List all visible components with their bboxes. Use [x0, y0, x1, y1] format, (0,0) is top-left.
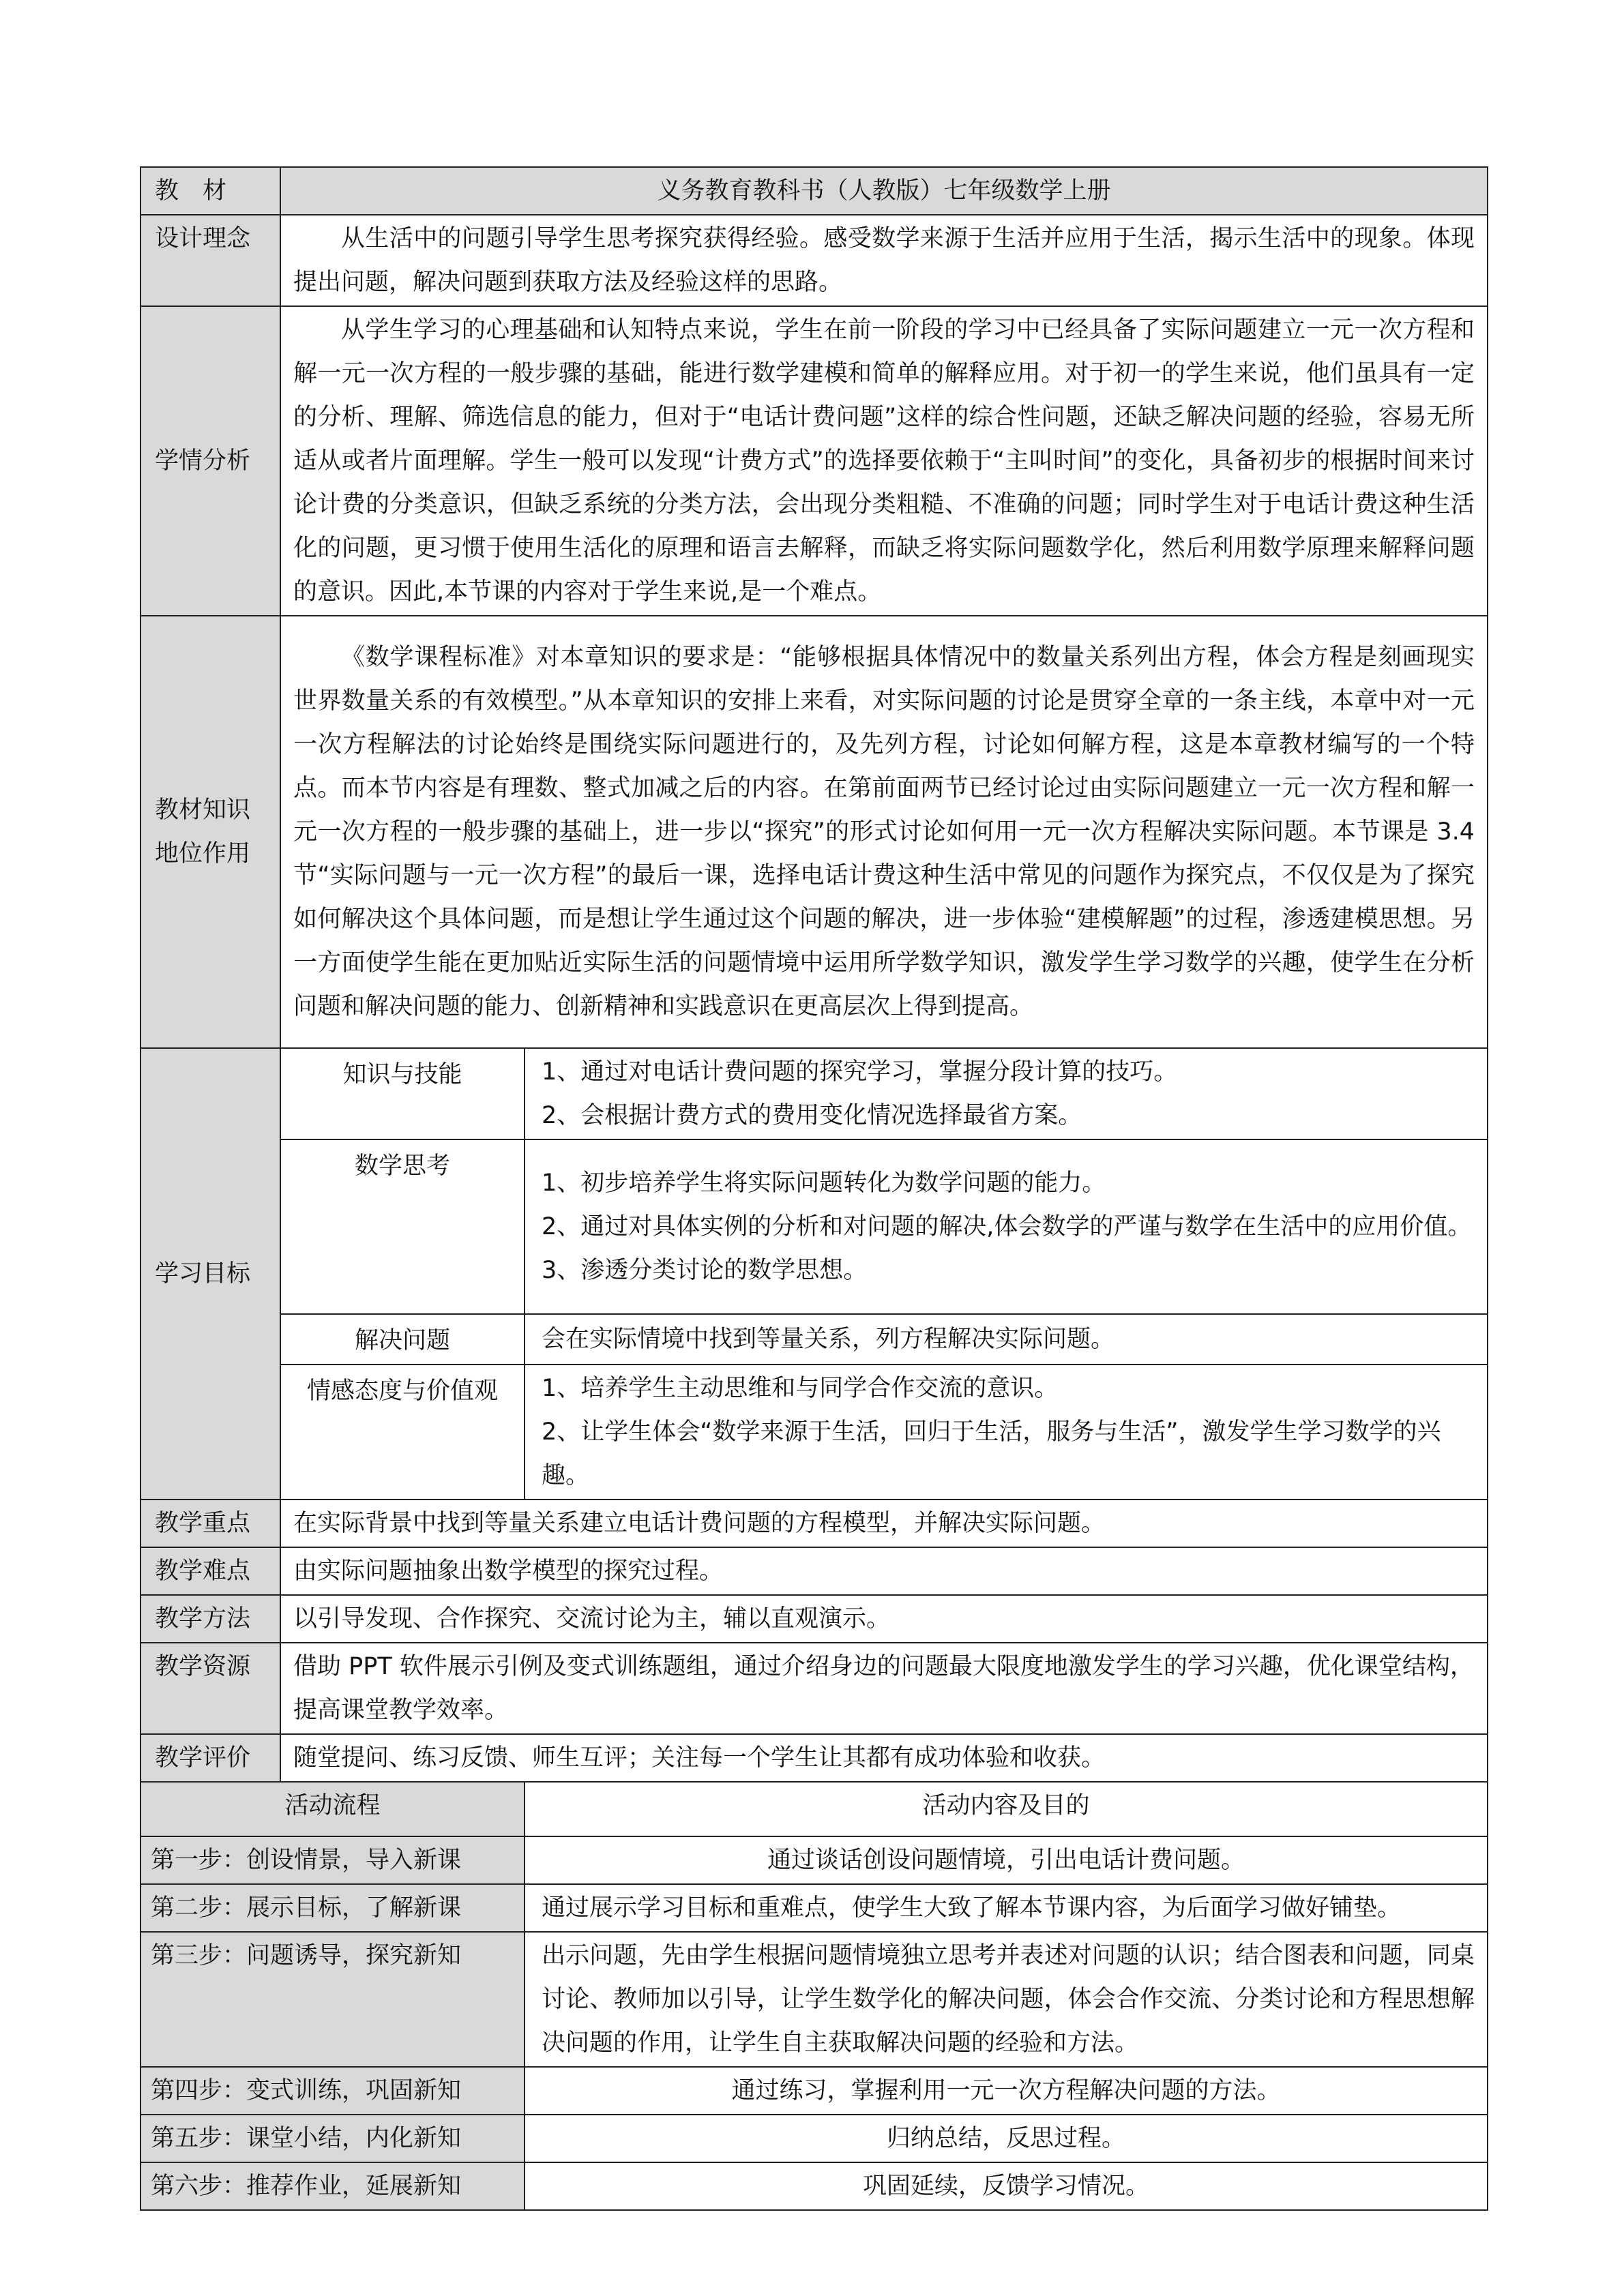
flow-step-label: 第六步：推荐作业，延展新知	[141, 2162, 525, 2210]
goal-line: 1、初步培养学生将实际问题转化为数学问题的能力。	[542, 1169, 1106, 1197]
row-key	[141, 1500, 1488, 1547]
flow-header-left: 活动流程	[141, 1782, 525, 1836]
row-difficulty	[141, 1547, 1488, 1595]
flow-step-content: 出示问题，先由学生根据问题情境独立思考并表述对问题的认识；结合图表和问题，同桌讨论、教师加以引导，让学生数学化的解决问题，体会合作交流、分类讨论和方程思想解决问题的作用，让学生自主获取解决问题的经验和方法。	[525, 1932, 1488, 2067]
label-textbook: 教 材	[141, 167, 280, 215]
flow-step-content: 归纳总结，反思过程。	[525, 2115, 1488, 2162]
flow-step-content: 通过练习，掌握利用一元一次方程解决问题的方法。	[525, 2067, 1488, 2115]
row-goal-knowledge	[141, 1048, 1488, 1139]
flow-step-content: 通过谈话创设问题情境，引出电话计费问题。	[525, 1836, 1488, 1884]
goal-line: 2、会根据计费方式的费用变化情况选择最省方案。	[542, 1102, 1082, 1129]
row-design	[141, 215, 1488, 306]
value-difficulty: 由实际问题抽象出数学模型的探究过程。	[280, 1547, 1488, 1595]
flow-step-label: 第五步：课堂小结，内化新知	[141, 2115, 525, 2162]
flow-step-label: 第二步：展示目标，了解新课	[141, 1884, 525, 1932]
row-resource	[141, 1643, 1488, 1734]
goal-sub-knowledge: 知识与技能	[280, 1048, 525, 1139]
goal-sub-attitude: 情感态度与价值观	[280, 1365, 525, 1500]
goal-line: 3、渗透分类讨论的数学思想。	[542, 1257, 868, 1284]
goal-content-knowledge	[525, 1048, 1488, 1139]
value-position: 《数学课程标准》对本章知识的要求是：“能够根据具体情况中的数量关系列出方程，体会方程是刻画现实世界数量关系的有效模型。”从本章知识的安排上来看，对实际问题的讨论是贯穿全章的一条主线，本章中对一元一次方程解法的讨论始终是围绕实际问题进行的，及先列方程，讨论如何解方程，这是本章教材编写的一个特点。而本节内容是有理数、整式加减之后的内容。在第前面两节已经讨论过由实际问题建立一元一次方程和解一元一次方程的一般步骤的基础上，进一步以“探究”的形式讨论如何用一元一次方程解决实际问题。本节课是 3.4 节“实际问题与一元一次方程”的最后一课，选择电话计费这种生活中常见的问题作为探究点，不仅仅是为了探究如何解决这个具体问题，而是想让学生通过这个问题的解决，进一步体验“建模解题”的过程，渗透建模思想。另一方面使学生能在更加贴近实际生活的问题情境中运用所学数学知识，激发学生学习数学的兴趣，使学生在分析问题和解决问题的能力、创新精神和实践意识在更高层次上得到提高。	[280, 616, 1488, 1048]
flow-step-content: 通过展示学习目标和重难点，使学生大致了解本节课内容，为后面学习做好铺垫。	[525, 1884, 1488, 1932]
row-evaluation	[141, 1734, 1488, 1782]
goal-content-thinking	[525, 1139, 1488, 1314]
value-resource: 借助 PPT 软件展示引例及变式训练题组，通过介绍身边的问题最大限度地激发学生的学习兴趣，优化课堂结构，提高课堂教学效率。	[280, 1643, 1488, 1734]
label-method: 教学方法	[141, 1595, 280, 1643]
lesson-plan-table	[140, 166, 1488, 2211]
goal-line: 2、通过对具体实例的分析和对问题的解决,体会数学的严谨与数学在生活中的应用价值。	[542, 1213, 1472, 1240]
row-goal-problem	[141, 1314, 1488, 1365]
row-analysis	[141, 306, 1488, 616]
goal-content-attitude	[525, 1365, 1488, 1500]
goal-content-problem	[525, 1314, 1488, 1365]
row-goal-attitude	[141, 1365, 1488, 1500]
row-flow-step	[141, 1932, 1488, 2067]
flow-step-label: 第三步：问题诱导，探究新知	[141, 1932, 525, 2067]
goal-line: 会在实际情境中找到等量关系，列方程解决实际问题。	[542, 1326, 1115, 1353]
value-method: 以引导发现、合作探究、交流讨论为主，辅以直观演示。	[280, 1595, 1488, 1643]
label-design: 设计理念	[141, 215, 280, 306]
value-key: 在实际背景中找到等量关系建立电话计费问题的方程模型，并解决实际问题。	[280, 1500, 1488, 1547]
label-resource: 教学资源	[141, 1643, 280, 1734]
goal-sub-problem: 解决问题	[280, 1314, 525, 1365]
label-goals: 学习目标	[141, 1048, 280, 1500]
row-goal-thinking	[141, 1139, 1488, 1314]
row-position	[141, 616, 1488, 1048]
label-difficulty: 教学难点	[141, 1547, 280, 1595]
label-position-line2: 地位作用	[155, 840, 251, 867]
flow-step-content: 巩固延续，反馈学习情况。	[525, 2162, 1488, 2210]
row-textbook	[141, 167, 1488, 215]
value-analysis: 从学生学习的心理基础和认知特点来说，学生在前一阶段的学习中已经具备了实际问题建立一元一次方程和解一元一次方程的一般步骤的基础，能进行数学建模和简单的解释应用。对于初一的学生来说，他们虽具有一定的分析、理解、筛选信息的能力，但对于“电话计费问题”这样的综合性问题，还缺乏解决问题的经验，容易无所适从或者片面理解。学生一般可以发现“计费方式”的选择要依赖于“主叫时间”的变化，具备初步的根据时间来讨论计费的分类意识，但缺乏系统的分类方法，会出现分类粗糙、不准确的问题；同时学生对于电话计费这种生活化的问题，更习惯于使用生活化的原理和语言去解释，而缺乏将实际问题数学化，然后利用数学原理来解释问题的意识。因此,本节课的内容对于学生来说,是一个难点。	[280, 306, 1488, 616]
row-flow-step	[141, 2067, 1488, 2115]
label-analysis: 学情分析	[141, 306, 280, 616]
label-position-line1: 教材知识	[155, 796, 251, 824]
label-position	[141, 616, 280, 1048]
flow-header-right: 活动内容及目的	[525, 1782, 1488, 1836]
label-evaluation: 教学评价	[141, 1734, 280, 1782]
goal-line: 2、让学生体会“数学来源于生活，回归于生活，服务与生活”，激发学生学习数学的兴趣。	[542, 1418, 1441, 1489]
row-method	[141, 1595, 1488, 1643]
row-flow-step	[141, 1836, 1488, 1884]
row-flow-step	[141, 2162, 1488, 2210]
lesson-plan-page	[140, 166, 1487, 2211]
goal-line: 1、通过对电话计费问题的探究学习，掌握分段计算的技巧。	[542, 1058, 1178, 1086]
value-evaluation: 随堂提问、练习反馈、师生互评；关注每一个学生让其都有成功体验和收获。	[280, 1734, 1488, 1782]
value-textbook: 义务教育教科书（人教版）七年级数学上册	[280, 167, 1488, 215]
row-flow-step	[141, 2115, 1488, 2162]
flow-step-label: 第四步：变式训练，巩固新知	[141, 2067, 525, 2115]
goal-line: 1、培养学生主动思维和与同学合作交流的意识。	[542, 1375, 1059, 1402]
label-key: 教学重点	[141, 1500, 280, 1547]
row-flow-step	[141, 1884, 1488, 1932]
row-flow-header	[141, 1782, 1488, 1836]
flow-step-label: 第一步：创设情景，导入新课	[141, 1836, 525, 1884]
goal-sub-thinking: 数学思考	[280, 1139, 525, 1314]
value-design: 从生活中的问题引导学生思考探究获得经验。感受数学来源于生活并应用于生活，揭示生活中的现象。体现提出问题，解决问题到获取方法及经验这样的思路。	[280, 215, 1488, 306]
